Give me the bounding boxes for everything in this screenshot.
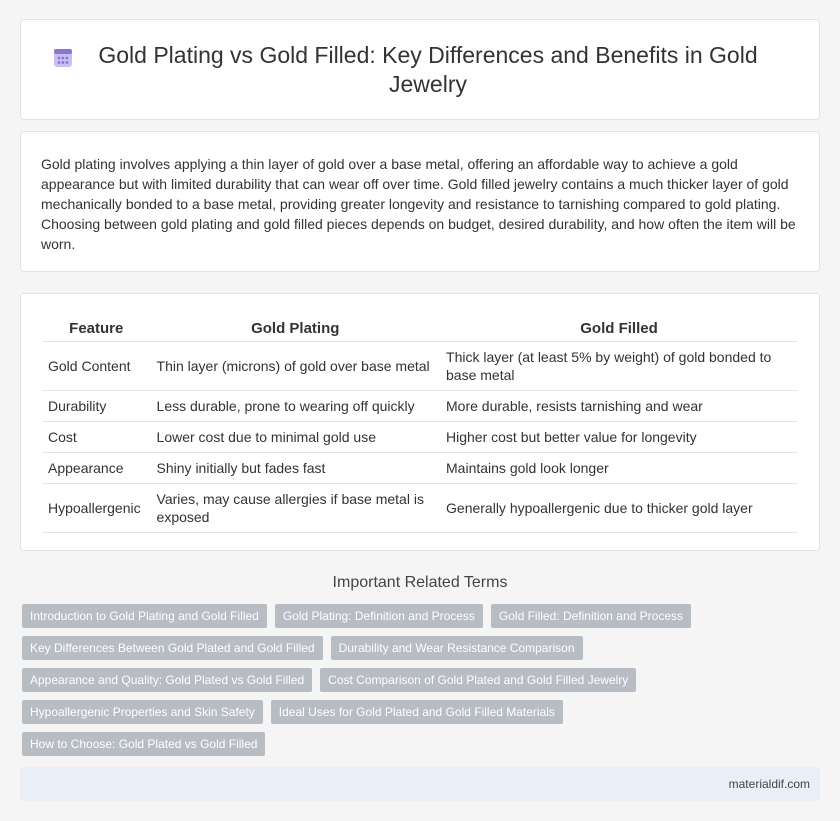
table-row xyxy=(42,484,798,533)
table-cell: Thick layer (at least 5% by weight) of gold bonded to base metal xyxy=(440,342,798,391)
related-term-link[interactable]: Durability and Wear Resistance Comparison xyxy=(331,636,583,660)
comparison-table xyxy=(42,311,798,533)
related-terms-list xyxy=(22,604,822,764)
related-term-link[interactable]: Key Differences Between Gold Plated and Gold Filled xyxy=(22,636,323,660)
page-title: Gold Plating vs Gold Filled: Key Differences and Benefits in Gold Jewelry xyxy=(98,41,758,97)
table-header-row xyxy=(42,311,798,342)
table-cell: Less durable, prone to wearing off quickly xyxy=(151,391,440,422)
related-term-link[interactable]: How to Choose: Gold Plated vs Gold Filled xyxy=(22,732,265,756)
table-cell: More durable, resists tarnishing and wear xyxy=(440,391,798,422)
footer-site-link[interactable]: materialdif.com xyxy=(728,777,810,791)
table-cell-feature: Cost xyxy=(42,422,151,453)
table-cell: Thin layer (microns) of gold over base metal xyxy=(151,342,440,391)
table-row xyxy=(42,453,798,484)
related-term-link[interactable]: Gold Filled: Definition and Process xyxy=(491,604,691,628)
table-cell: Lower cost due to minimal gold use xyxy=(151,422,440,453)
header-card xyxy=(20,19,820,120)
table-cell: Maintains gold look longer xyxy=(440,453,798,484)
column-header-feature: Feature xyxy=(42,311,151,342)
related-term-link[interactable]: Hypoallergenic Properties and Skin Safety xyxy=(22,700,263,724)
document-grid-icon xyxy=(52,47,74,69)
related-terms-heading: Important Related Terms xyxy=(332,574,508,591)
column-header-gold-filled: Gold Filled xyxy=(440,311,798,342)
related-term-link[interactable]: Gold Plating: Definition and Process xyxy=(275,604,483,628)
table-cell-feature: Durability xyxy=(42,391,151,422)
table-cell-feature: Hypoallergenic xyxy=(42,484,151,533)
related-term-link[interactable]: Cost Comparison of Gold Plated and Gold Filled Jewelry xyxy=(320,668,636,692)
related-term-link[interactable]: Ideal Uses for Gold Plated and Gold Filled Materials xyxy=(271,700,563,724)
table-row xyxy=(42,342,798,391)
related-term-link[interactable]: Introduction to Gold Plating and Gold Filled xyxy=(22,604,267,628)
table-cell-feature: Gold Content xyxy=(42,342,151,391)
table-cell: Varies, may cause allergies if base metal is exposed xyxy=(151,484,440,533)
intro-card xyxy=(20,131,820,272)
intro-paragraph: Gold plating involves applying a thin layer of gold over a base metal, offering an affordable way to achieve a gold appearance but with limited durability that can wear off over time. Gold filled jewelry contains a much thicker layer of gold mechanically bonded to a base metal, providing greater longevity and resistance to tarnishing compared to gold plating. Choosing between gold plating and gold filled pieces depends on budget, desired durability, and how often the item will be worn. xyxy=(41,156,796,252)
column-header-gold-plating: Gold Plating xyxy=(151,311,440,342)
table-cell-feature: Appearance xyxy=(42,453,151,484)
table-cell: Shiny initially but fades fast xyxy=(151,453,440,484)
title-wrap xyxy=(50,41,790,99)
table-cell: Generally hypoallergenic due to thicker gold layer xyxy=(440,484,798,533)
comparison-table-card xyxy=(20,293,820,551)
related-term-link[interactable]: Appearance and Quality: Gold Plated vs Gold Filled xyxy=(22,668,312,692)
footer-bar xyxy=(20,767,820,801)
table-row xyxy=(42,391,798,422)
table-row xyxy=(42,422,798,453)
table-cell: Higher cost but better value for longevity xyxy=(440,422,798,453)
